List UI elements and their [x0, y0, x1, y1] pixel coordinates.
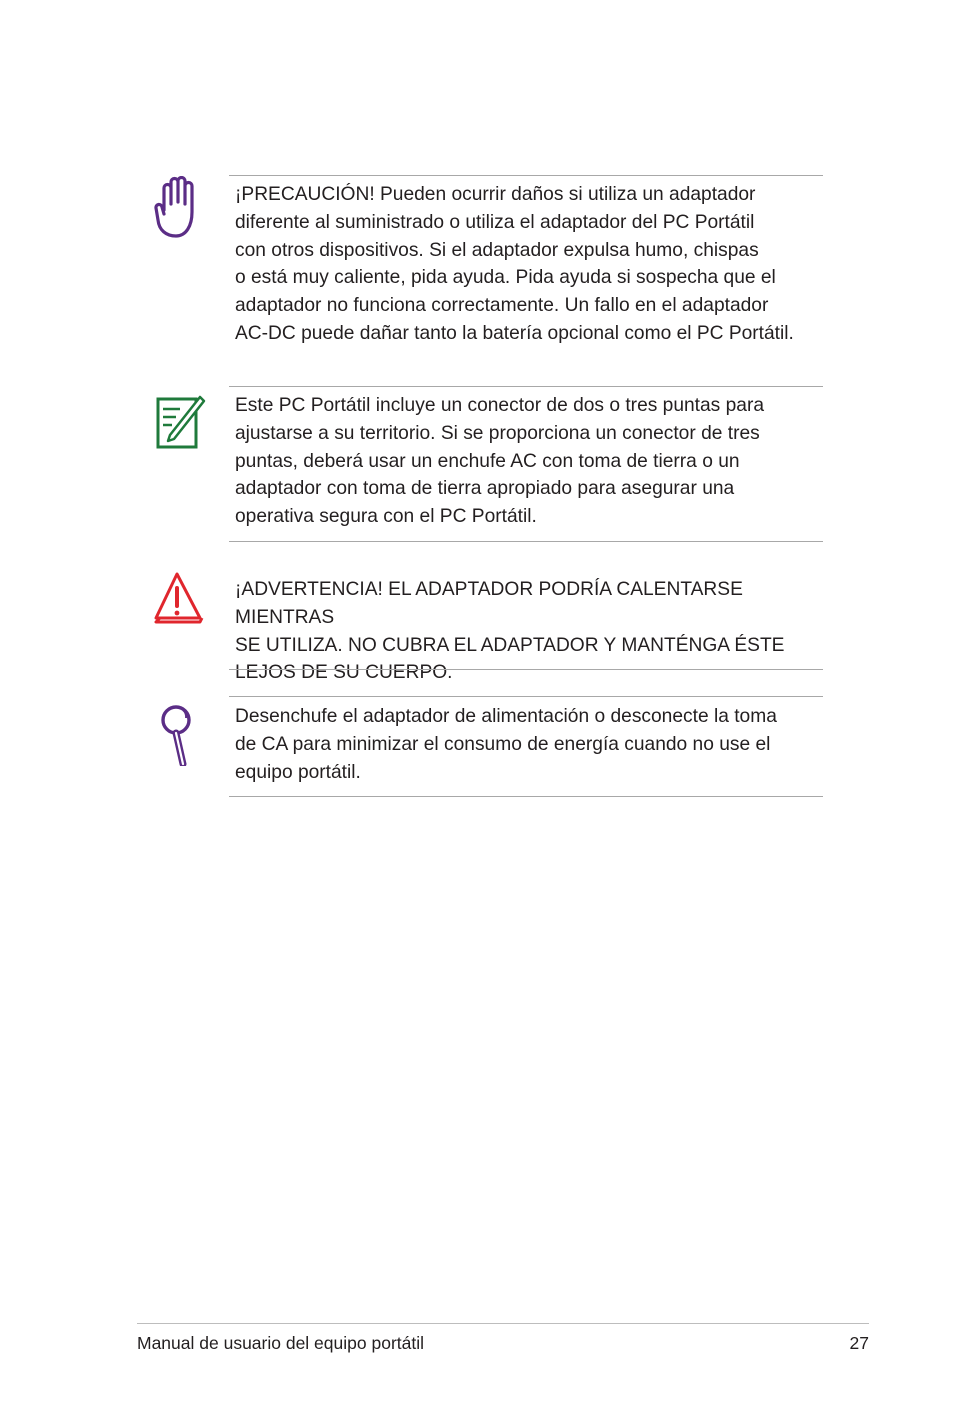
- tip-text: Desenchufe el adaptador de alimentación o desconecte la toma de CA para minimizar el consumo de energía cuando no use el equipo portátil.: [235, 706, 777, 783]
- divider: [229, 541, 823, 542]
- warning-text: ¡ADVERTENCIA! EL ADAPTADOR PODRÍA CALENTARSE MIENTRAS SE UTILIZA. NO CUBRA EL ADAPTADOR Y MANTÉNGA ÉSTE LEJOS DE SU CUERPO.: [235, 579, 785, 684]
- divider: [229, 386, 823, 387]
- warning-triangle-icon: [150, 568, 208, 632]
- divider: [229, 796, 823, 797]
- note-text: Este PC Portátil incluye un conector de dos o tres puntas para ajustarse a su territorio. Si se proporciona un conector de tres puntas, deberá usar un enchufe AC con toma de tierra o un adaptador con toma de tierra apropiado para asegurar una operativa segura con el PC Portátil.: [235, 395, 765, 528]
- page-number: 27: [849, 1333, 869, 1353]
- divider: [229, 175, 823, 176]
- raised-hand-icon: [150, 176, 208, 240]
- caution-text: ¡PRECAUCIÓN! Pueden ocurrir daños si utiliza un adaptador diferente al suministrado o utiliza el adaptador del PC Portátil con otros dispositivos. Si el adaptador expulsa humo, chispas o está muy caliente, pida ayuda. Pida ayuda si sospecha que el adaptador no funciona correctamente. Un fallo en el adaptador AC-DC puede dañar tanto la batería opcional como el PC Portátil.: [235, 184, 794, 344]
- footer-divider: [137, 1323, 869, 1324]
- divider: [229, 669, 823, 670]
- note-pencil-icon: [150, 391, 208, 455]
- magnifier-icon: [150, 702, 208, 766]
- footer-title: Manual de usuario del equipo portátil: [137, 1333, 424, 1353]
- divider: [229, 696, 823, 697]
